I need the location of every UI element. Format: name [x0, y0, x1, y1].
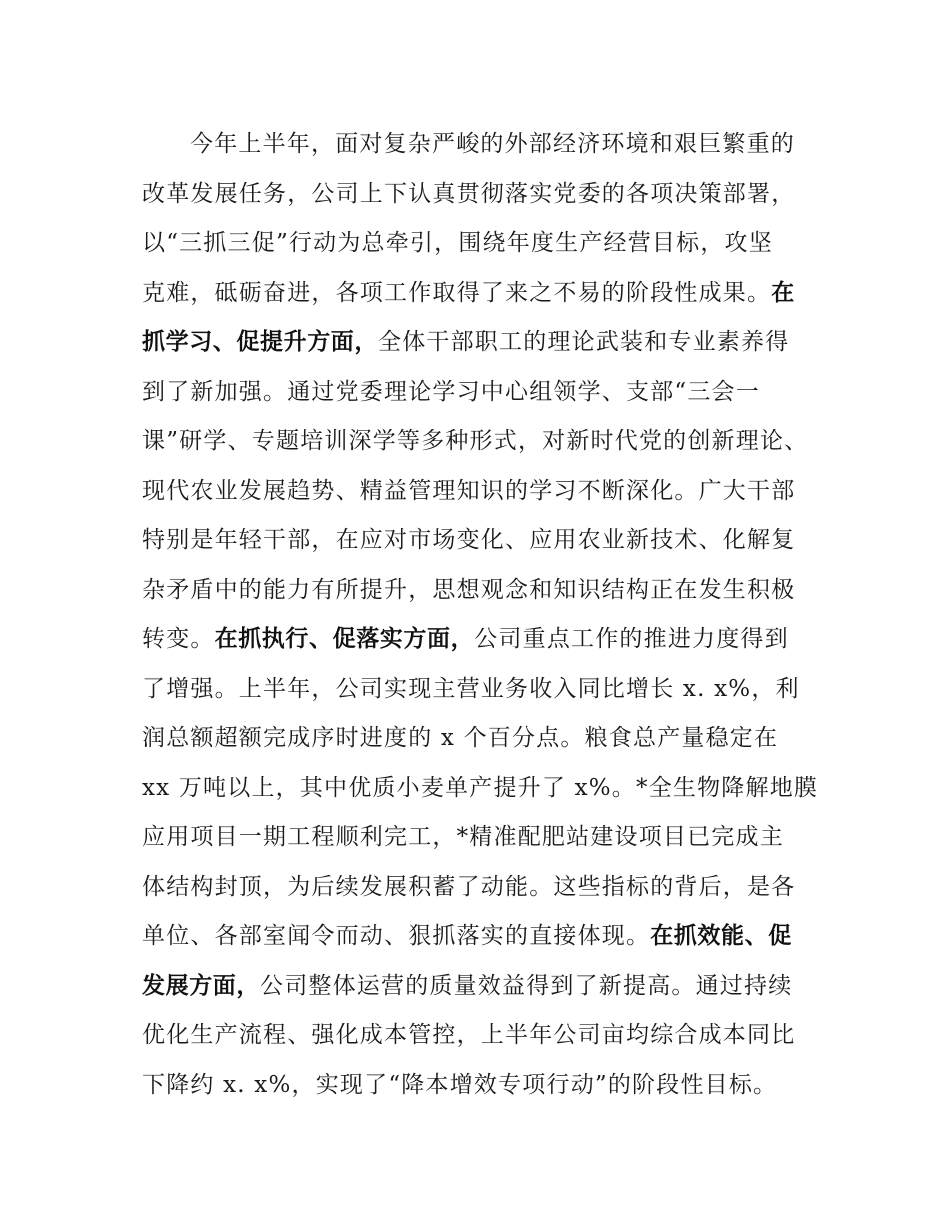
text-segment: 公司整体运营的质量效益得到了新提高。通过持续 — [260, 972, 793, 999]
text-segment: 全体干部职工的理论武装和专业素养得 — [378, 329, 790, 355]
bold-heading-segment: 抓学习、促提升方面， — [142, 329, 378, 355]
text-line — [142, 863, 822, 913]
text-segment: 体结构封顶，为后续发展积蓄了动能。这些指标的背后，是各 — [142, 873, 796, 900]
text-segment: xx 万吨以上，其中优质小麦单产提升了 x%。*全生物降解地膜 — [142, 774, 819, 801]
text-line — [142, 467, 822, 517]
text-line — [142, 1011, 822, 1061]
text-segment: 润总额超额完成序时进度的 x 个百分点。粮食总产量稳定在 — [142, 725, 779, 751]
text-segment: 转变。 — [142, 626, 215, 652]
body-paragraph — [142, 120, 822, 1110]
text-line — [142, 1061, 822, 1111]
text-segment: 今年上半年，面对复杂严峻的外部经济环境和艰巨繁重的 — [190, 131, 795, 157]
text-segment: 杂矛盾中的能力有所提升，思想观念和知识结构正在发生积极 — [142, 576, 796, 603]
text-line — [142, 318, 822, 368]
text-segment: 优化生产流程、强化成本管控，上半年公司亩均综合成本同比 — [142, 1022, 796, 1048]
text-segment: 现代农业发展趋势、精益管理知识的学习不断深化。广大干部 — [142, 477, 796, 504]
text-line — [142, 566, 822, 616]
text-line — [142, 417, 822, 467]
text-line — [142, 516, 822, 566]
bold-heading-segment: 在 — [771, 279, 795, 306]
text-line — [142, 170, 822, 220]
text-segment: 改革发展任务，公司上下认真贯彻落实党委的各项决策部署， — [142, 180, 796, 207]
text-segment: 课”研学、专题培训深学等多种形式，对新时代党的创新理论、 — [142, 428, 809, 454]
text-line — [142, 714, 822, 764]
text-line — [142, 962, 822, 1012]
text-line — [142, 368, 822, 418]
text-line — [142, 813, 822, 863]
bold-heading-segment: 发展方面， — [142, 972, 260, 999]
text-line — [142, 764, 822, 814]
text-segment: 下降约 x. x%，实现了“降本增效专项行动”的阶段性目标。 — [142, 1071, 778, 1098]
text-segment: 了增强。上半年，公司实现主营业务收入同比增长 x. x%，利 — [142, 675, 800, 702]
text-segment: 以“三抓三促”行动为总牵引，围绕年度生产经营目标，攻坚 — [142, 230, 773, 256]
text-line — [142, 269, 822, 319]
text-segment: 公司重点工作的推进力度得到 — [474, 626, 789, 652]
bold-heading-segment: 在抓执行、促落实方面， — [214, 626, 475, 652]
text-segment: 特别是年轻干部，在应对市场变化、应用农业新技术、化解复 — [142, 527, 796, 553]
text-line — [142, 665, 822, 715]
text-segment: 到了新加强。通过党委理论学习中心组领学、支部“三会一 — [142, 378, 760, 405]
text-line — [142, 219, 822, 269]
text-segment: 单位、各部室闻令而动、狠抓落实的直接体现。 — [142, 923, 651, 949]
text-line — [142, 912, 822, 962]
bold-heading-segment: 在抓效能、促 — [650, 923, 792, 949]
text-line — [142, 615, 822, 665]
text-segment: 克难，砥砺奋进，各项工作取得了来之不易的阶段性成果。 — [142, 279, 772, 306]
text-segment: 应用项目一期工程顺利完工，*精准配肥站建设项目已完成主 — [142, 824, 784, 850]
text-line — [142, 120, 822, 170]
